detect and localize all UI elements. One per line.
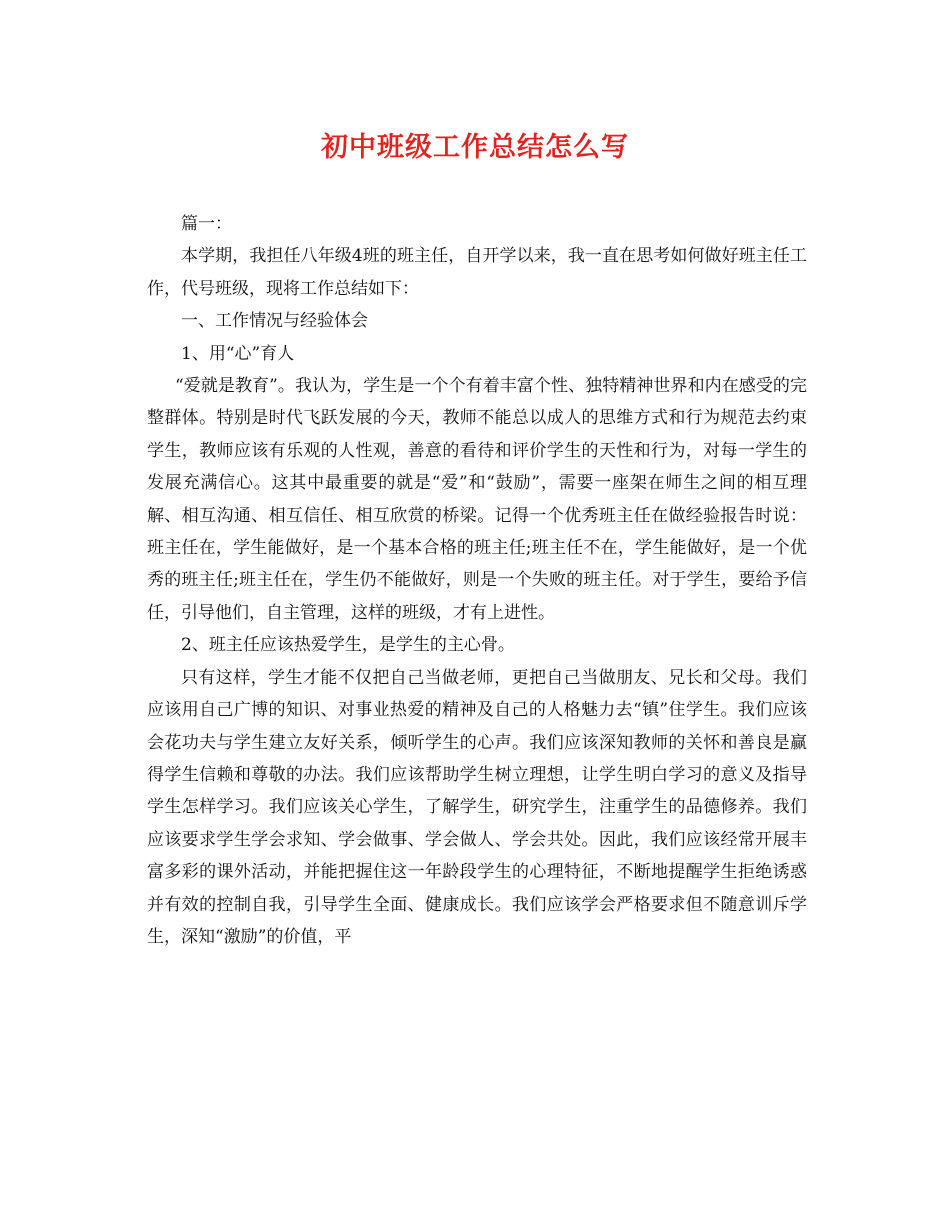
intro-paragraph: 本学期，我担任八年级4班的班主任，自开学以来，我一直在思考如何做好班主任工作，代号班级，现将工作总结如下： (147, 246, 807, 299)
document-body (147, 208, 807, 953)
subsection-heading-1: 1、用“心”育人 (181, 343, 295, 364)
body-paragraph-2: 只有这样，学生才能不仅把自己当做老师，更把自己当做朋友、兄长和父母。我们应该用自己广博的知识、对事业热爱的精神及自己的人格魅力去“镇”住学生。我们应该会花功夫与学生建立友好关系，倾听学生的心声。我们应该深知教师的关怀和善良是赢得学生信赖和尊敬的办法。我们应该帮助学生树立理想，让学生明白学习的意义及指导学生怎样学习。我们应该关心学生，了解学生，研究学生，注重学生的品德修养。我们应该要求学生学会求知、学会做事、学会做人、学会共处。因此，我们应该经常开展丰富多彩的课外活动，并能把握住这一年龄段学生的心理特征，不断地提醒学生拒绝诱惑并有效的控制自我，引导学生全面、健康成长。我们应该学会严格要求但不随意训斥学生，深知“激励”的价值，平 (147, 667, 807, 947)
body-paragraph-1: “爱就是教育”。我认为，学生是一个个有着丰富个性、独特精神世界和内在感受的完整群体。特别是时代飞跃发展的今天，教师不能总以成人的思维方式和行为规范去约束学生，教师应该有乐观的人性观，善意的看待和评价学生的天性和行为，对每一学生的发展充满信心。这其中最重要的就是“爱”和“鼓励”，需要一座架在师生之间的相互理解、相互沟通、相互信任、相互欣赏的桥梁。记得一个优秀班主任在做经验报告时说：班主任在，学生能做好，是一个基本合格的班主任;班主任不在，学生能做好，是一个优秀的班主任;班主任在，学生仍不能做好，则是一个失败的班主任。对于学生，要给予信任，引导他们，自主管理，这样的班级，才有上进性。 (147, 376, 807, 623)
section-heading: 一、工作情况与经验体会 (181, 311, 368, 332)
subsection-heading-2: 2、班主任应该热爱学生，是学生的主心骨。 (181, 635, 515, 656)
section-label: 篇一： (181, 214, 232, 234)
document-title: 初中班级工作总结怎么写 (321, 132, 629, 163)
